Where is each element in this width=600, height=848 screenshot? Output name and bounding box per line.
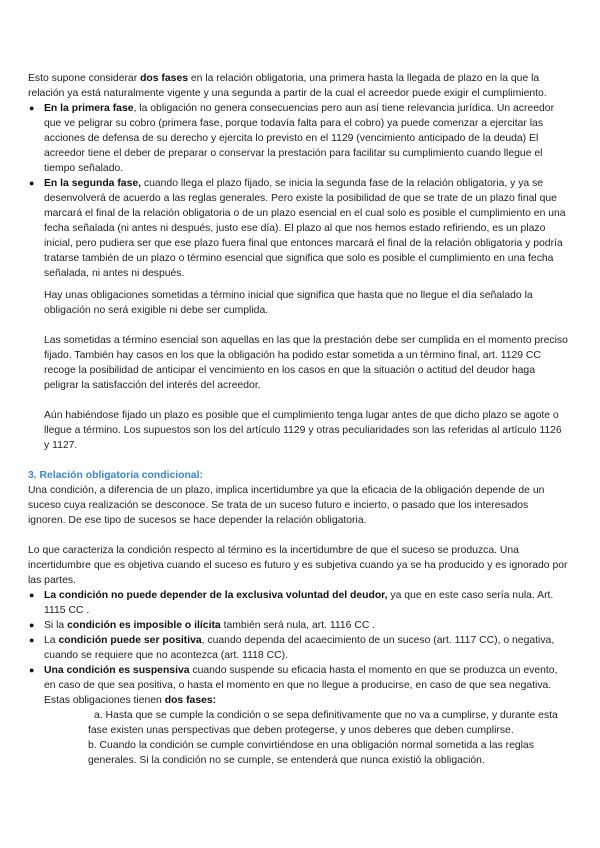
section-paragraph: Una condición, a diferencia de un plazo, implica incertidumbre ya que la eficacia de la obligación depende de un suceso cuya realización se desconoce. Se trata de un suceso futuro e incierto, o pasado que los interesados ignoren. De ese tipo de sucesos se hace depender la relación obligatoria. — [28, 485, 545, 526]
phases-list — [28, 101, 568, 281]
condition-bold: condición es imposible o ilícita — [67, 620, 221, 631]
phase-bold: En la primera fase — [44, 103, 134, 114]
conditions-list — [28, 588, 568, 708]
list-item: ● La condición puede ser positiva, cuando dependa del acaecimiento de un suceso (art. 1117 CC), o negativa, cuando se requiere que no acontezca (art. 1118 CC). — [28, 633, 568, 663]
intro-paragraph — [28, 71, 568, 101]
list-item: ● La condición no puede depender de la exclusiva voluntad del deudor, ya que en este caso sería nula. Art. 1115 CC . — [28, 588, 568, 618]
condition-bold: Una condición es suspensiva — [44, 665, 190, 676]
list-item — [28, 176, 568, 281]
suspensive-phase-a: a. Hasta que se cumple la condición o se sepa definitivamente que no va a cumplirse, y durante esta fase existen unas perspectivas que deben protegerse, y unos deberes que deben cumplirse. — [88, 710, 558, 736]
phase-text: cuando llega el plazo fijado, se inicia la segunda fase de la relación obligatoria, y ya se desenvolverá de acuerdo a las reglas generales. Pero existe la posibilidad de que se trate de un plazo final que marcará el final de la relación obligatoria o de un plazo esencial en el cual solo es posible el cumplimiento en una fecha señalada (ni antes ni después, justo ese día). El plazo al que nos hemos estado refiriendo, es un plazo inicial, pero pudiera ser que ese plazo fuera final que entonces marcará el final de la relación obligatoria y podría tratarse también de un plazo o término esencial que significa que solo es posible el cumplimiento en una fecha señalada, ni antes ni después. — [44, 178, 566, 279]
section-heading: 3. Relación obligatoria condicional: — [28, 470, 203, 481]
indented-paragraph: Hay unas obligaciones sometidas a término inicial que significa que hasta que no llegue el día señalado la obligación no será exigible ni debe ser cumplida. — [44, 290, 533, 316]
list-item: ● Una condición es suspensiva cuando suspende su eficacia hasta el momento en que se produzca un evento, en caso de que sea positiva, o hasta el momento en que no llegue a producirse, en caso de que sea negativa. Estas obligaciones tienen dos fases: — [28, 663, 568, 708]
phase-bold: En la segunda fase, — [44, 178, 142, 189]
condition-bold: condición puede ser positiva — [58, 635, 202, 646]
intro-text-start: Esto supone considerar — [28, 73, 141, 84]
suspensive-phase-b: b. Cuando la condición se cumple convirtiéndose en una obligación normal sometida a las reglas generales. Si la condición no se cumple, se entenderá que nunca existió la obligación. — [88, 740, 534, 766]
intro-text-end: en la relación obligatoria, una primera hasta la llegada de plazo en la que la relación ya está naturalmente vigente y una segunda a partir de la cual el acreedor puede exigir el cumplimiento. — [28, 73, 547, 99]
list-item: ● Si la condición es imposible o ilícita también será nula, art. 1116 CC . — [28, 618, 568, 633]
intro-bold: dos fases — [140, 73, 188, 84]
list-item — [28, 101, 568, 176]
section-paragraph: Lo que caracteriza la condición respecto al término es la incertidumbre de que el suceso se produzca. Una incertidumbre que es objetiva cuando el suceso es futuro y es subjetiva cuando ya se ha producido y es ignorado por las partes. — [28, 545, 568, 586]
condition-bold: dos fases: — [164, 695, 217, 706]
indented-paragraph: Aún habiéndose fijado un plazo es posible que el cumplimiento tenga lugar antes de que dicho plazo se agote o llegue a término. Los supuestos son los del artículo 1129 y otras peculiaridades son las referidas al artículo 1126 y 1127. — [44, 410, 562, 451]
indented-paragraph: Las sometidas a término esencial son aquellas en las que la prestación debe ser cumplida en el momento preciso fijado. También hay casos en los que la obligación ha podido estar sometida a un término final, art. 1129 CC recoge la posibilidad de anticipar el vencimiento en los casos en que la situación o actitud del deudor haga peligrar la satisfacción del interés del acreedor. — [44, 335, 568, 391]
condition-bold: La condición no puede depender de la exclusiva voluntad del deudor, — [44, 590, 388, 601]
phase-text: , la obligación no genera consecuencias pero aun así tiene relevancia jurídica. Un acreedor que ve peligrar su cobro (primera fase, porque todavía falta para el cobro) ya puede comenzar a ejercitar las acciones de defensa de su derecho y ejercita lo previsto en el 1129 (vencimiento anticipado de la deuda) El acreedor tiene el deber de preparar o conservar la prestación para facilitar su cumplimiento cuando llegue el tiempo señalado. — [44, 103, 555, 174]
